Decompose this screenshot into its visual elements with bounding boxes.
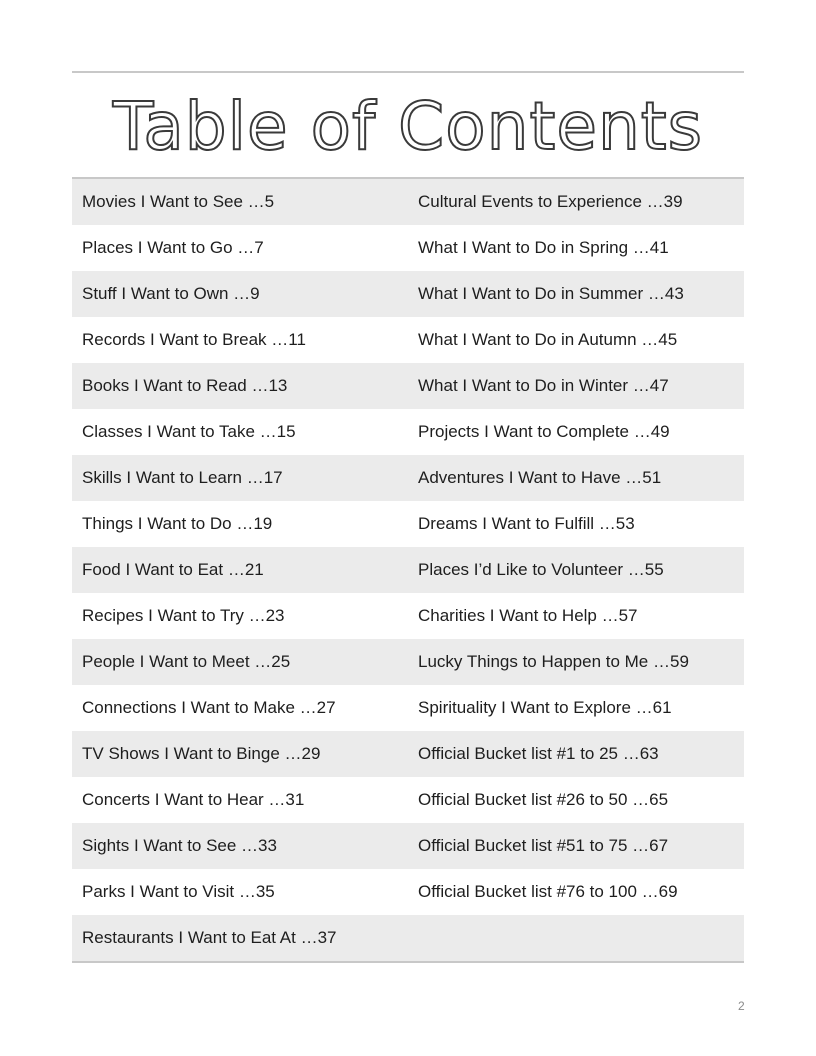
toc-row: [72, 685, 744, 731]
toc-row: [72, 317, 744, 363]
toc-entry: Places I’d Like to Volunteer …55: [418, 560, 664, 579]
toc-entry: TV Shows I Want to Binge …29: [82, 744, 321, 763]
toc-row: [72, 271, 744, 317]
toc-row: [72, 179, 744, 225]
toc-entry: Charities I Want to Help …57: [418, 606, 638, 625]
toc-row: [72, 501, 744, 547]
toc-entry: Adventures I Want to Have …51: [418, 468, 662, 487]
toc-row: [72, 455, 744, 501]
toc-entry: Projects I Want to Complete …49: [418, 422, 670, 441]
toc-entry: Places I Want to Go …7: [82, 238, 264, 257]
toc-entry: Classes I Want to Take …15: [82, 422, 296, 441]
toc-entry: Concerts I Want to Hear …31: [82, 790, 305, 809]
toc-row: [72, 823, 744, 869]
toc-entry: What I Want to Do in Spring …41: [418, 238, 669, 257]
toc-row: [72, 363, 744, 409]
toc-entry: Restaurants I Want to Eat At …37: [82, 928, 337, 947]
toc-row: [72, 777, 744, 823]
toc-entry: What I Want to Do in Winter …47: [418, 376, 669, 395]
toc-entry: People I Want to Meet …25: [82, 652, 291, 671]
toc-row: [72, 915, 744, 961]
toc-entry: Movies I Want to See …5: [82, 192, 275, 211]
toc-entry: Official Bucket list #51 to 75 …67: [418, 836, 669, 855]
toc-entry: Spirituality I Want to Explore …61: [418, 698, 672, 717]
toc-entry: Lucky Things to Happen to Me …59: [418, 652, 689, 671]
page-title: Table of Contents: [112, 88, 704, 165]
toc-entry: Recipes I Want to Try …23: [82, 606, 285, 625]
toc-entry: Connections I Want to Make …27: [82, 698, 336, 717]
toc-row: [72, 225, 744, 271]
toc-entry: Official Bucket list #76 to 100 …69: [418, 882, 678, 901]
toc-entry: Food I Want to Eat …21: [82, 560, 264, 579]
toc-entry: What I Want to Do in Autumn …45: [418, 330, 678, 349]
toc-entry: Official Bucket list #26 to 50 …65: [418, 790, 669, 809]
toc-row: [72, 731, 744, 777]
top-rule: [72, 71, 744, 73]
toc-row: [72, 593, 744, 639]
toc-entry: Cultural Events to Experience …39: [418, 192, 683, 211]
toc-row: [72, 547, 744, 593]
toc-entry: [408, 915, 744, 961]
toc-entry: Stuff I Want to Own …9: [82, 284, 260, 303]
toc-entry: Records I Want to Break …11: [82, 330, 306, 349]
toc-entry: Books I Want to Read …13: [82, 376, 288, 395]
toc-entry: Things I Want to Do …19: [82, 514, 273, 533]
toc-entry: Sights I Want to See …33: [82, 836, 277, 855]
toc-row: [72, 639, 744, 685]
toc-entry: Dreams I Want to Fulfill …53: [418, 514, 635, 533]
page-number: 2: [738, 999, 745, 1013]
toc-entry: Parks I Want to Visit …35: [82, 882, 275, 901]
toc-table: [72, 177, 744, 963]
toc-row: [72, 409, 744, 455]
toc-entry: What I Want to Do in Summer …43: [418, 284, 684, 303]
toc-entry: Skills I Want to Learn …17: [82, 468, 283, 487]
toc-entry: Official Bucket list #1 to 25 …63: [418, 744, 659, 763]
toc-row: [72, 869, 744, 915]
